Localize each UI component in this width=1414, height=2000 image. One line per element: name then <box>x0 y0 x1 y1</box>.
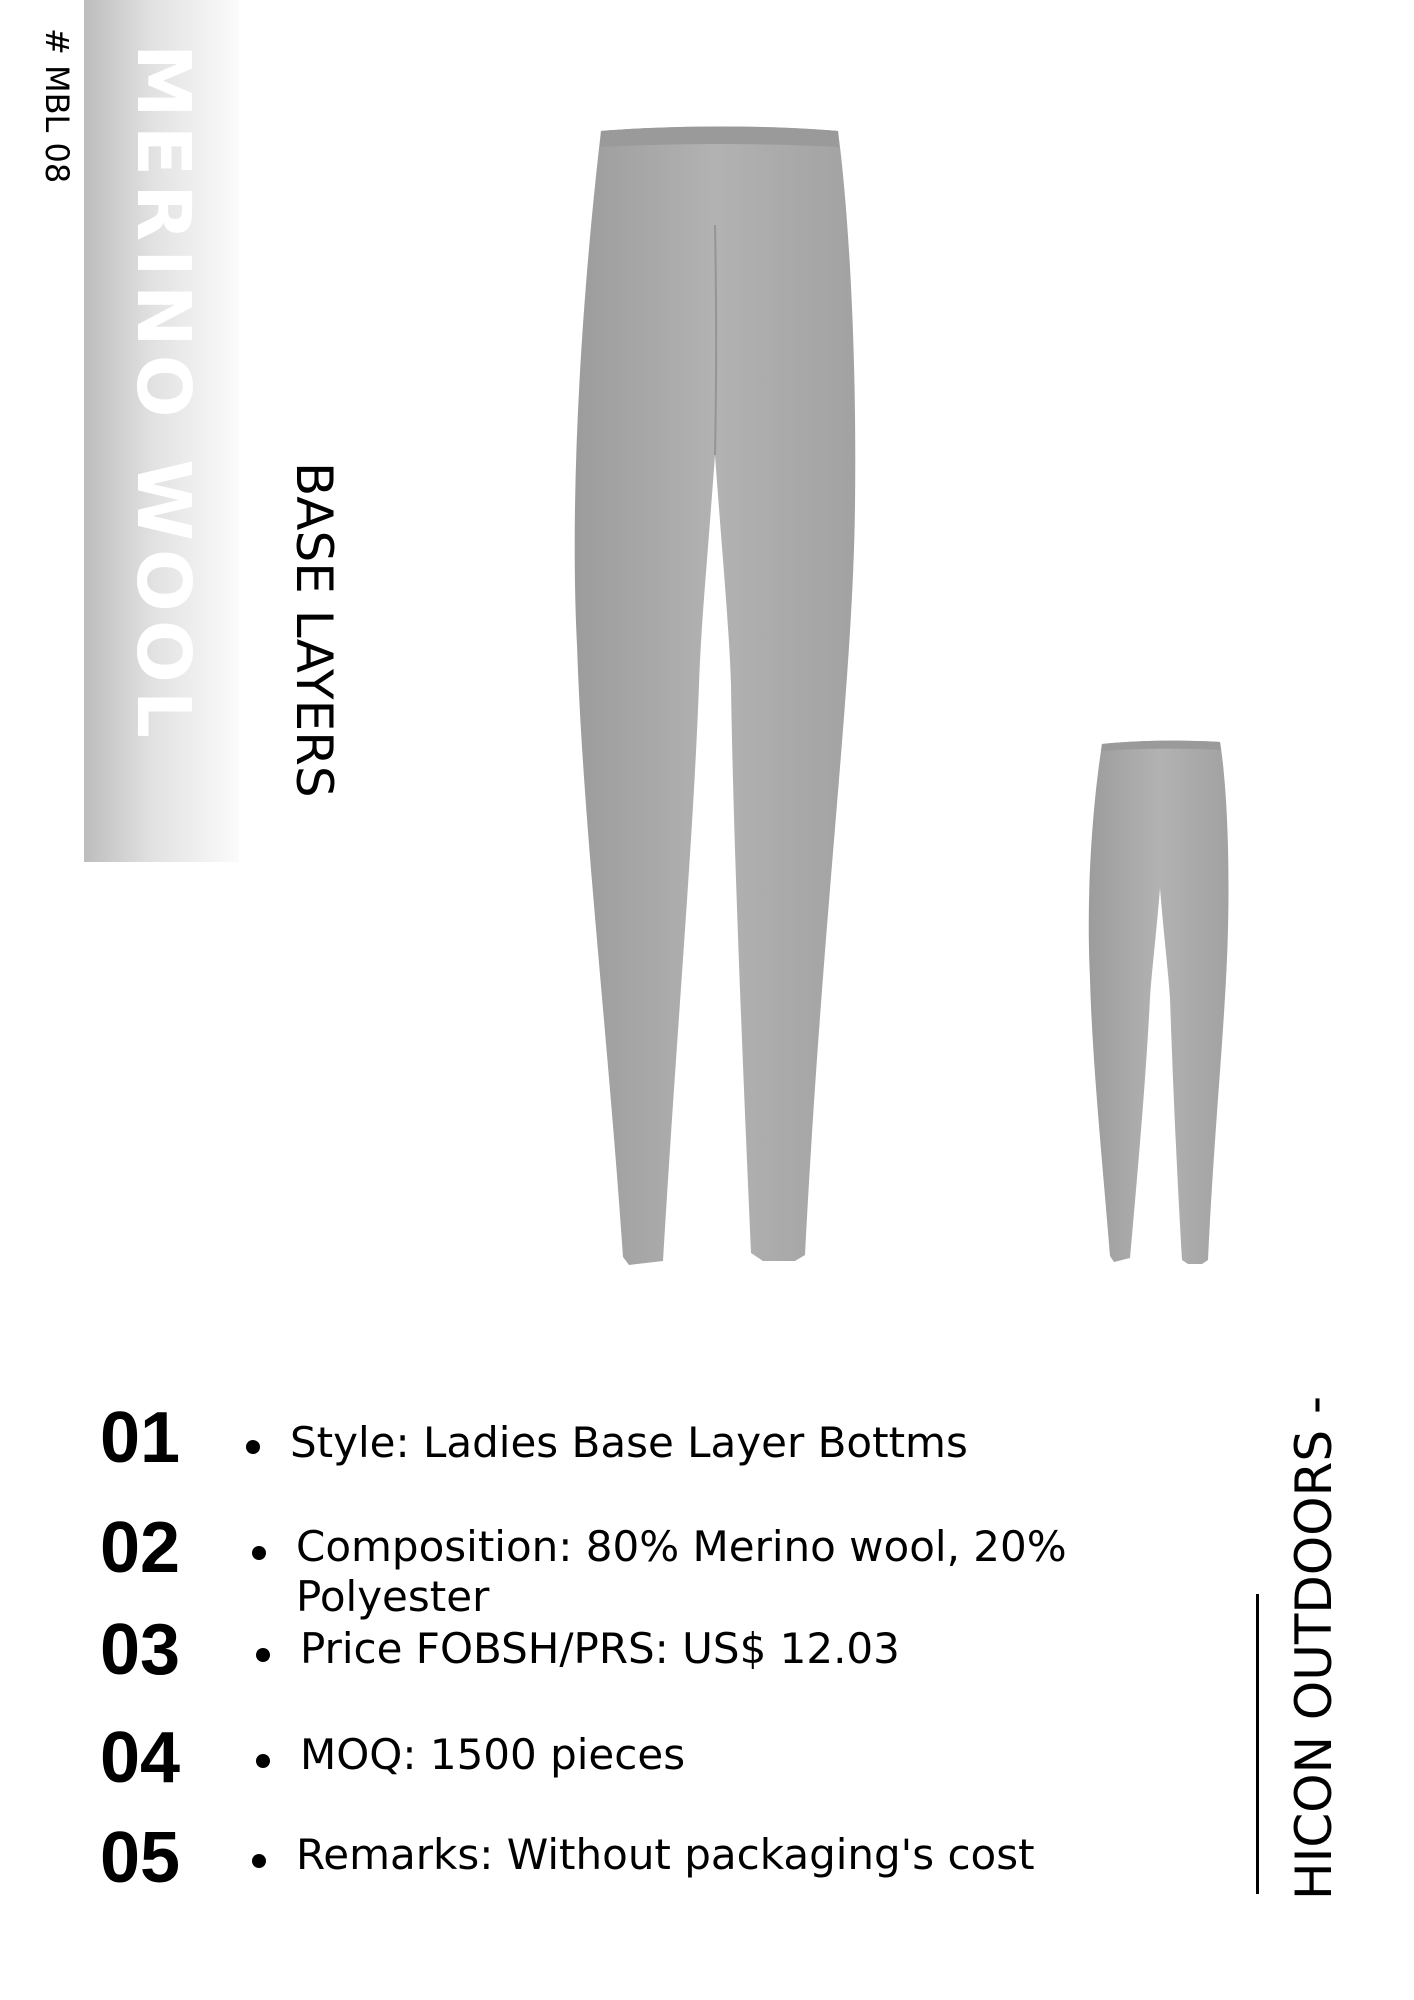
category-subtitle: BASE LAYERS <box>285 462 343 798</box>
spec-composition-cont: Polyester <box>296 1572 490 1621</box>
spec-bullet <box>246 1440 260 1454</box>
spec-number-03: 03 <box>100 1610 181 1690</box>
spec-price: Price FOBSH/PRS: US$ 12.03 <box>300 1624 900 1673</box>
spec-bullet <box>256 1648 270 1662</box>
brand-name: HICON OUTDOORS - <box>1285 1395 1343 1900</box>
brand-divider <box>1256 1594 1259 1894</box>
pants-small-shape <box>1089 741 1229 1264</box>
spec-composition: Composition: 80% Merino wool, 20% <box>296 1522 1067 1571</box>
spec-moq: MOQ: 1500 pieces <box>300 1730 686 1779</box>
spec-style: Style: Ladies Base Layer Bottms <box>290 1418 968 1467</box>
spec-number-02: 02 <box>100 1508 181 1588</box>
spec-number-04: 04 <box>100 1718 181 1798</box>
spec-bullet <box>252 1854 266 1868</box>
product-code: # MBL 08 <box>38 28 76 184</box>
spec-bullet <box>252 1546 266 1560</box>
spec-remarks: Remarks: Without packaging's cost <box>296 1830 1035 1879</box>
spec-number-01: 01 <box>100 1398 181 1478</box>
pants-large-shape <box>575 127 856 1266</box>
product-image-small <box>1084 738 1234 1268</box>
product-image-large <box>565 125 865 1265</box>
spec-bullet <box>256 1754 270 1768</box>
page-title: MERINO WOOL <box>120 44 206 746</box>
spec-number-05: 05 <box>100 1818 181 1898</box>
